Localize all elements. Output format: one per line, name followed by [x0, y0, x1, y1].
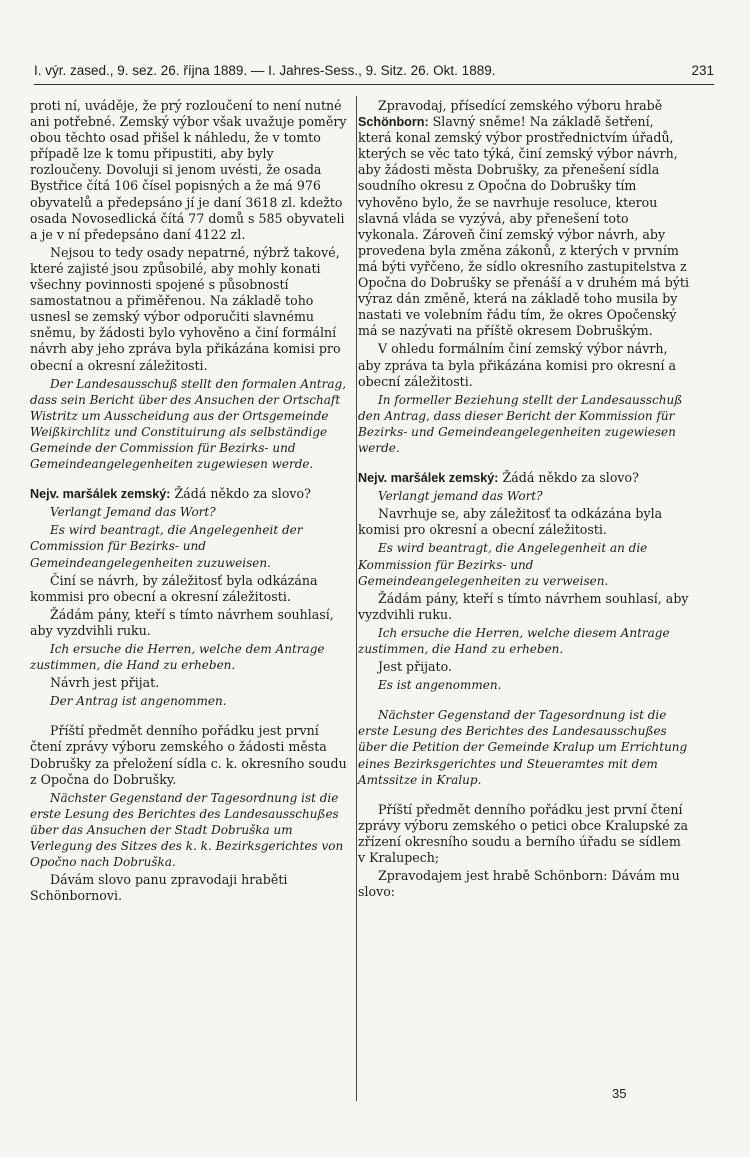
paragraph-text: Es ist angenommen. — [378, 678, 502, 693]
paragraph-text: Nächster Gegenstand der Tagesordnung ist die erste Lesung des Berichtes des Landesausschußes über die Petition der Gemeinde Kralup um Errichtung eines Bezirksgerichtes und Steueramtes mit dem Amtssitze in Kralup. — [358, 708, 688, 787]
paragraph — [30, 573, 348, 605]
paragraph — [30, 522, 348, 570]
paragraph-text: Činí se návrh, by záležitosť byla odkázána kommisi pro obecní a okresní záležitosti. — [30, 572, 318, 604]
paragraph-text: Verlangt Jemand das Wort? — [50, 505, 216, 520]
paragraph-text: Zpravodaj, přísedící zemského výboru hrabě — [378, 98, 663, 113]
paragraph-text: proti ní, uváděje, že prý rozloučení to není nutné ani potřebné. Zemský výbor však uvažuje poměry obou těchto osad přišel k náhledu, že v tomto případě lze k tomu připustiti, aby byly rozloučeny. Dovoluji si jenom uvésti, že osada Bystřice čítá 106 čísel popisných a že má 976 obyvatelů a předepsáno jí je daní 3618 zl. kdežto osada Novosedlická čítá 77 domů s 585 obyvateli a je v ní předepsáno daní 4122 zl. — [30, 98, 347, 242]
speaker-label: Schönborn: — [358, 115, 429, 130]
paragraph — [30, 245, 348, 374]
paragraph-text: Ich ersuche die Herren, welche diesem Antrage zustimmen, die Hand zu erheben. — [358, 625, 670, 656]
paragraph — [358, 677, 690, 693]
speaker-label: Nejv. maršálek zemský: — [358, 471, 499, 486]
paragraph — [30, 693, 348, 709]
header-rule — [34, 84, 714, 85]
paragraph-text: Navrhuje se, aby záležitosť ta odkázána byla komisi pro okresní a obecní záležitosti. — [358, 506, 663, 538]
paragraph — [358, 540, 690, 588]
paragraph — [30, 872, 348, 904]
paragraph-text: Žádá někdo za slovo? — [502, 470, 639, 486]
paragraph-text: V ohledu formálním činí zemský výbor návrh, aby zpráva ta byla přikázána komisi pro okresní a obecní záležitosti. — [358, 341, 676, 389]
paragraph — [358, 659, 690, 675]
paragraph — [358, 506, 690, 538]
paragraph-text: Dávám slovo panu zpravodaji hraběti Schönbornovi. — [30, 872, 288, 904]
paragraph-text: Návrh jest přijat. — [50, 675, 160, 691]
paragraph — [30, 790, 348, 870]
paragraph-text: Jest přijato. — [378, 659, 452, 675]
paragraph — [358, 98, 690, 339]
right-column — [358, 98, 690, 902]
paragraph — [358, 625, 690, 657]
paragraph — [358, 591, 690, 623]
paragraph — [358, 707, 690, 787]
left-column — [30, 98, 348, 906]
paragraph — [358, 802, 690, 866]
paragraph-text: Žádá někdo za slovo? — [174, 486, 311, 502]
paragraph — [30, 607, 348, 639]
paragraph — [30, 675, 348, 691]
paragraph-text: Verlangt jemand das Wort? — [378, 489, 543, 504]
paragraph-text: Der Landesausschuß stellt den formalen Antrag, dass sein Bericht über des Ansuchen der Ortschaft Wistritz um Ausscheidung aus der Ortsgemeinde Weißkirchlitz und Constituirung als selbständige Gemeinde der Commission für Bezirks- und Gemeindeangelegenheiten zugewiesen werde. — [30, 376, 347, 472]
paragraph-text: Žádám pány, kteří s tímto návrhem souhlasí, aby vyzdvihli ruku. — [30, 606, 334, 638]
paragraph-text: Zpravodajem jest hrabě Schönborn: Dávám mu slovo: — [358, 868, 680, 900]
paragraph-text: Der Antrag ist angenommen. — [50, 694, 227, 709]
paragraph — [30, 376, 348, 473]
paragraph — [358, 868, 690, 900]
paragraph-text: Es wird beantragt, die Angelegenheit an die Kommission für Bezirks- und Gemeindeangelegenheiten zu verweisen. — [358, 541, 648, 588]
paragraph-text: Nejsou to tedy osady nepatrné, nýbrž takové, které zajisté jsou způsobilé, aby mohly konati všechny povinnosti spojené s působností samostatnou a přiměřenou. Na základě toho usnesl se zemský výbor odporučiti slavnému sněmu, by žádosti bylo vyhověno a činí formální návrh aby jeho zpráva byla přikázána komisi pro obecní a okresní záležitosti. — [30, 244, 341, 373]
paragraph — [30, 723, 348, 787]
paragraph-text: Slavný sněme! Na základě šetření, která konal zemský výbor prostřednictvím úřadů, kterých se věc tato týká, činí zemský výbor návrh, aby žádosti města Dobrušky, za přenešení sídla soudního okresu z Opočna do Dobrušky tím vyhověno bylo, že se navrhuje resoluce, kterou slavná vláda se vyzývá, aby přenešení toto vykonala. Zároveň činí zemský výbor návrh, aby provedena byla změna zákonů, z kterých v prvním má býti vyřčeno, že sídlo okresního zastupitelstva z Opočna do Dobrušky se přenáší a v druhém má býti výraz dán změně, která na základě toho musila by nastati ve volebním řádu tím, že okres Opočenský má se nazývati na příště okresem Dobruškým. — [358, 114, 689, 339]
paragraph-text: Žádám pány, kteří s tímto návrhem souhlasí, aby vyzdvihli ruku. — [358, 590, 689, 622]
paragraph-text: Ich ersuche die Herren, welche dem Antrage zustimmen, die Hand zu erheben. — [30, 642, 325, 673]
paragraph-text: Es wird beantragt, die Angelegenheit der Commission für Bezirks- und Gemeindeangelegenheiten zuzuweisen. — [30, 523, 303, 570]
paragraph — [358, 392, 690, 456]
paragraph — [358, 341, 690, 389]
sheet-number: 35 — [612, 1086, 627, 1101]
paragraph — [30, 98, 348, 243]
speaker-label: Nejv. maršálek zemský: — [30, 487, 171, 502]
paragraph-text: Příští předmět denního pořádku jest první čtení zprávy výboru zemského o žádosti města Dobrušky za přeložení sídla c. k. okresního soudu z Opočna do Dobrušky. — [30, 723, 347, 787]
paragraph — [358, 488, 690, 504]
paragraph — [30, 504, 348, 520]
paragraph-text: Nächster Gegenstand der Tagesordnung ist die erste Lesung des Berichtes des Landesausschußes über das Ansuchen der Stadt Dobruška um Verlegung des Sitzes des k. k. Bezirksgerichtes von Opočno nach Dobruška. — [30, 790, 344, 870]
column-divider — [356, 96, 357, 1101]
running-head: I. výr. zased., 9. sez. 26. října 1889. — I. Jahres-Sess., 9. Sitz. 26. Okt. 1889. — [34, 63, 496, 78]
paragraph-text: In formeller Beziehung stellt der Landesausschuß den Antrag, dass dieser Bericht der Kommission für Bezirks- und Gemeindeangelegenheiten zugewiesen werde. — [358, 392, 683, 455]
paragraph — [30, 641, 348, 673]
paragraph — [358, 470, 690, 486]
paragraph — [30, 486, 348, 502]
page-number: 231 — [691, 63, 714, 78]
paragraph-text: Příští předmět denního pořádku jest první čtení zprávy výboru zemského o petici obce Kralupské za zřízení okresního soudu a berního úřadu se sídlem v Kralupech; — [358, 801, 688, 866]
